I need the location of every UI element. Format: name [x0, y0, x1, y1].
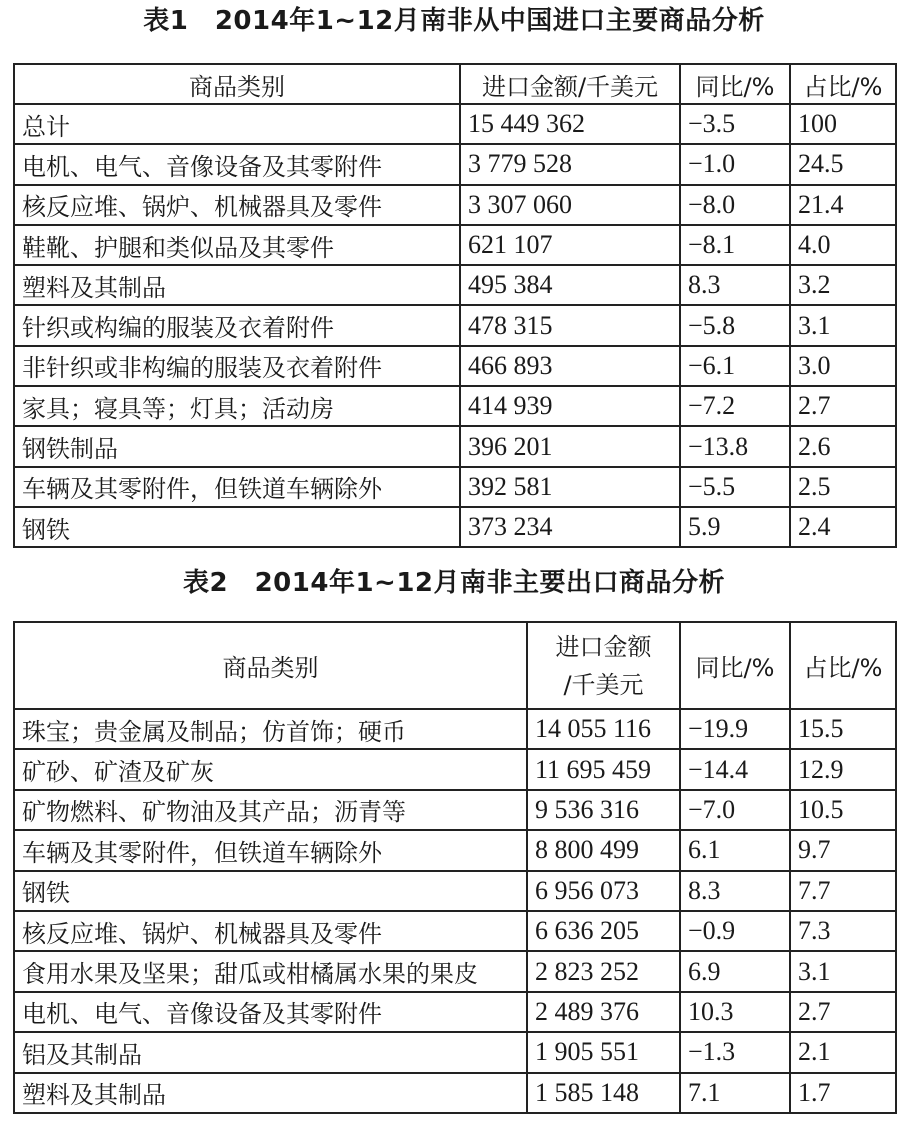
- cell-yoy: −7.2: [680, 386, 790, 426]
- cell-share: 1.7: [790, 1073, 896, 1113]
- cell-category: 铝及其制品: [14, 1032, 527, 1072]
- cell-share: 2.5: [790, 467, 896, 507]
- cell-amount: 11 695 459: [527, 749, 680, 789]
- cell-category: 核反应堆、锅炉、机械器具及零件: [14, 185, 460, 225]
- cell-category: 车辆及其零附件，但铁道车辆除外: [14, 830, 527, 870]
- table-header-row: [14, 64, 896, 104]
- table-row: [14, 346, 896, 386]
- cell-yoy: −8.1: [680, 225, 790, 265]
- table1-caption: 表1 2014年1~12月南非从中国进口主要商品分析: [143, 6, 765, 36]
- table-row: [14, 185, 896, 225]
- cell-amount: 2 823 252: [527, 951, 680, 991]
- cell-share: 3.2: [790, 265, 896, 305]
- header-category: 商品类别: [14, 64, 460, 104]
- header-amount: [527, 622, 680, 709]
- import-table: [13, 63, 897, 548]
- cell-share: 7.7: [790, 871, 896, 911]
- cell-amount: 9 536 316: [527, 790, 680, 830]
- table-header-row: [14, 622, 896, 709]
- table-row: [14, 467, 896, 507]
- cell-share: 4.0: [790, 225, 896, 265]
- cell-amount: 15 449 362: [460, 104, 680, 144]
- cell-category: 矿物燃料、矿物油及其产品；沥青等: [14, 790, 527, 830]
- table-row: [14, 911, 896, 951]
- table2-caption: 表2 2014年1~12月南非主要出口商品分析: [182, 568, 725, 598]
- cell-yoy: −13.8: [680, 426, 790, 466]
- cell-category: 塑料及其制品: [14, 1073, 527, 1113]
- cell-share: 2.7: [790, 386, 896, 426]
- cell-yoy: −1.3: [680, 1032, 790, 1072]
- cell-yoy: −14.4: [680, 749, 790, 789]
- header-amount-line1: 进口金额: [555, 632, 652, 661]
- header-amount: 进口金额/千美元: [460, 64, 680, 104]
- table-row: [14, 144, 896, 184]
- cell-share: 100: [790, 104, 896, 144]
- table-row: [14, 305, 896, 345]
- header-yoy: 同比/%: [680, 64, 790, 104]
- cell-share: 21.4: [790, 185, 896, 225]
- cell-share: 15.5: [790, 709, 896, 749]
- cell-amount: 3 779 528: [460, 144, 680, 184]
- cell-yoy: −6.1: [680, 346, 790, 386]
- table-row: [14, 265, 896, 305]
- cell-category: 食用水果及坚果；甜瓜或柑橘属水果的果皮: [14, 951, 527, 991]
- cell-yoy: −3.5: [680, 104, 790, 144]
- header-category: 商品类别: [14, 622, 527, 709]
- cell-amount: 396 201: [460, 426, 680, 466]
- cell-amount: 14 055 116: [527, 709, 680, 749]
- cell-yoy: 8.3: [680, 871, 790, 911]
- cell-category: 塑料及其制品: [14, 265, 460, 305]
- cell-yoy: −8.0: [680, 185, 790, 225]
- export-table: [13, 621, 897, 1114]
- header-amount-line2: /千美元: [563, 670, 644, 699]
- table-row: [14, 104, 896, 144]
- cell-category: 核反应堆、锅炉、机械器具及零件: [14, 911, 527, 951]
- cell-yoy: 6.1: [680, 830, 790, 870]
- cell-category: 矿砂、矿渣及矿灰: [14, 749, 527, 789]
- cell-yoy: −5.5: [680, 467, 790, 507]
- cell-category: 家具；寝具等；灯具；活动房: [14, 386, 460, 426]
- table-row: [14, 709, 896, 749]
- table-row: [14, 790, 896, 830]
- cell-yoy: −5.8: [680, 305, 790, 345]
- cell-category: 钢铁: [14, 507, 460, 547]
- cell-category: 车辆及其零附件，但铁道车辆除外: [14, 467, 460, 507]
- cell-category: 电机、电气、音像设备及其零附件: [14, 992, 527, 1032]
- cell-amount: 3 307 060: [460, 185, 680, 225]
- cell-amount: 373 234: [460, 507, 680, 547]
- table-row: [14, 992, 896, 1032]
- table-row: [14, 951, 896, 991]
- cell-share: 2.1: [790, 1032, 896, 1072]
- table-row: [14, 1032, 896, 1072]
- cell-share: 3.1: [790, 951, 896, 991]
- cell-amount: 478 315: [460, 305, 680, 345]
- cell-yoy: −7.0: [680, 790, 790, 830]
- cell-share: 3.1: [790, 305, 896, 345]
- cell-share: 2.7: [790, 992, 896, 1032]
- cell-amount: 8 800 499: [527, 830, 680, 870]
- cell-yoy: 10.3: [680, 992, 790, 1032]
- cell-share: 10.5: [790, 790, 896, 830]
- table-row: [14, 426, 896, 466]
- cell-category: 针织或构编的服装及衣着附件: [14, 305, 460, 345]
- cell-share: 7.3: [790, 911, 896, 951]
- header-share: 占比/%: [790, 622, 896, 709]
- cell-yoy: 7.1: [680, 1073, 790, 1113]
- table-row: [14, 1073, 896, 1113]
- cell-share: 3.0: [790, 346, 896, 386]
- table-row: [14, 507, 896, 547]
- cell-yoy: 8.3: [680, 265, 790, 305]
- cell-category: 钢铁: [14, 871, 527, 911]
- cell-amount: 6 956 073: [527, 871, 680, 911]
- cell-amount: 392 581: [460, 467, 680, 507]
- cell-share: 2.6: [790, 426, 896, 466]
- cell-category: 珠宝；贵金属及制品；仿首饰；硬币: [14, 709, 527, 749]
- cell-amount: 414 939: [460, 386, 680, 426]
- table-row: [14, 871, 896, 911]
- cell-yoy: −0.9: [680, 911, 790, 951]
- cell-category: 非针织或非构编的服装及衣着附件: [14, 346, 460, 386]
- table-row: [14, 830, 896, 870]
- table-row: [14, 225, 896, 265]
- cell-amount: 2 489 376: [527, 992, 680, 1032]
- cell-amount: 6 636 205: [527, 911, 680, 951]
- cell-yoy: 5.9: [680, 507, 790, 547]
- cell-category: 鞋靴、护腿和类似品及其零件: [14, 225, 460, 265]
- cell-share: 2.4: [790, 507, 896, 547]
- cell-amount: 495 384: [460, 265, 680, 305]
- cell-amount: 1 905 551: [527, 1032, 680, 1072]
- cell-category: 钢铁制品: [14, 426, 460, 466]
- header-share: 占比/%: [790, 64, 896, 104]
- cell-amount: 621 107: [460, 225, 680, 265]
- header-yoy: 同比/%: [680, 622, 790, 709]
- cell-category: 电机、电气、音像设备及其零附件: [14, 144, 460, 184]
- cell-share: 12.9: [790, 749, 896, 789]
- table-row: [14, 749, 896, 789]
- cell-share: 9.7: [790, 830, 896, 870]
- cell-amount: 1 585 148: [527, 1073, 680, 1113]
- table-row: [14, 386, 896, 426]
- cell-yoy: −19.9: [680, 709, 790, 749]
- cell-amount: 466 893: [460, 346, 680, 386]
- cell-yoy: −1.0: [680, 144, 790, 184]
- cell-yoy: 6.9: [680, 951, 790, 991]
- cell-share: 24.5: [790, 144, 896, 184]
- cell-category: 总计: [14, 104, 460, 144]
